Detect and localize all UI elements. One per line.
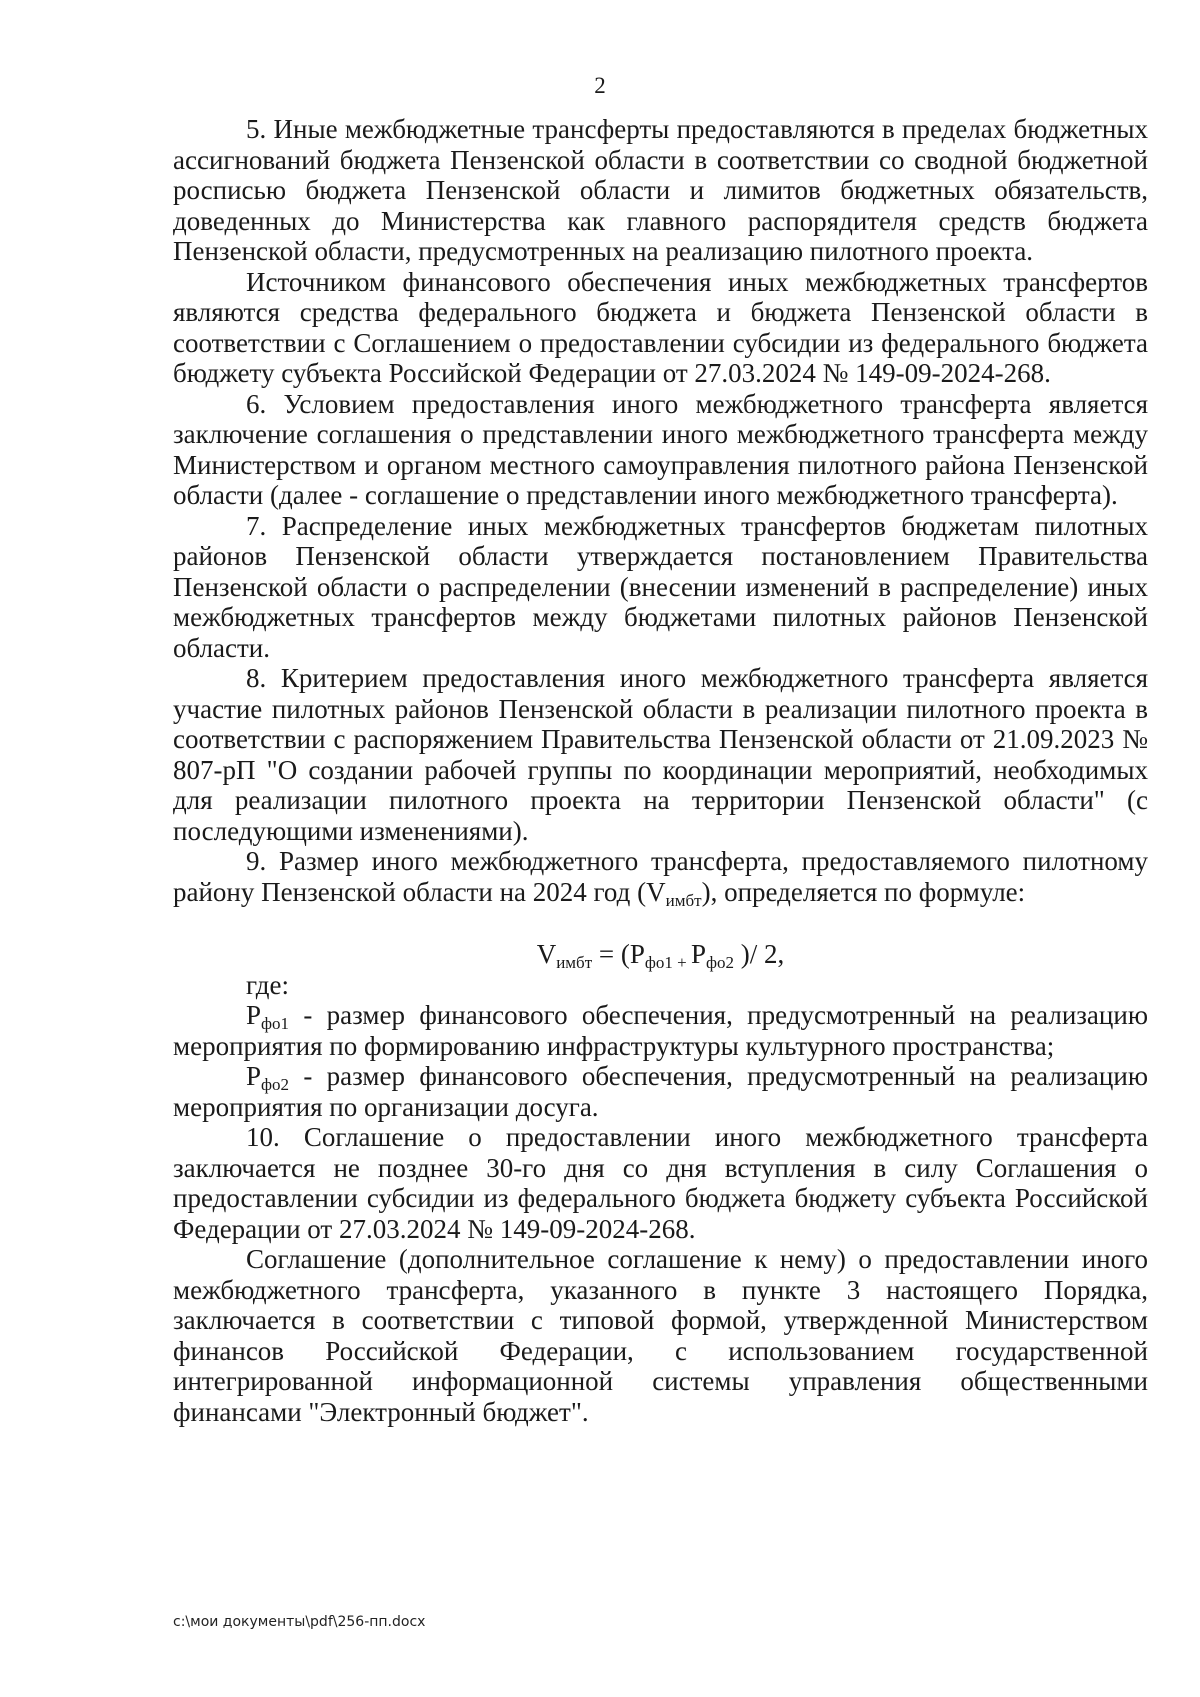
paragraph-8: 8. Критерием предоставления иного межбюджетного трансферта является участие пилотных районов Пензенской области в реализации пилотного проекта в соответствии с распоряжением Правительства Пензенской области от 21.09.2023 № 807-рП "О создании рабочей группы по координации мероприятий, необходимых для реализации пилотного проекта на территории Пензенской области" (с последующими изменениями). (173, 663, 1148, 846)
definition-p1-symbol: P (246, 1000, 262, 1030)
paragraph-5-funding-source: Источником финансового обеспечения иных межбюджетных трансфертов являются средства федерального бюджета и бюджета Пензенской области в соответствии с Соглашением о предоставлении субсидии из федерального бюджета бюджету субъекта Российской Федерации от 27.03.2024 № 149-09-2024-268. (173, 266, 1148, 388)
definition-p1 (173, 1000, 1148, 1061)
paragraph-9-subscript: имбт (665, 890, 702, 910)
paragraph-5: 5. Иные межбюджетные трансферты предоставляются в пределах бюджетных ассигнований бюджета Пензенской области в соответствии со сводной бюджетной росписью бюджета Пензенской области и лимитов бюджетных обязательств, доведенных до Министерства как главного распорядителя средств бюджета Пензенской области, предусмотренных на реализацию пилотного проекта. (173, 114, 1148, 266)
formula-tail: )/ 2, (734, 939, 785, 969)
paragraph-9-text-start: 9. Размер иного межбюджетного трансферта, предоставляемого пилотному району Пензенской области на 2024 год (V (173, 846, 1148, 907)
formula-p2: P (690, 939, 707, 969)
definition-p1-text: - размер финансового обеспечения, предусмотренный на реализацию мероприятия по формированию инфраструктуры культурного пространства; (173, 1000, 1148, 1061)
paragraph-9-text-end: ), определяется по формуле: (701, 876, 1026, 907)
formula-v-subscript: имбт (556, 953, 593, 972)
formula (173, 939, 1148, 970)
definition-p2-text: - размер финансового обеспечения, предусмотренный на реализацию мероприятия по организации досуга. (173, 1061, 1148, 1122)
paragraph-7: 7. Распределение иных межбюджетных трансфертов бюджетам пилотных районов Пензенской области утверждается постановлением Правительства Пензенской области о распределении (внесении изменений в распределение) иных межбюджетных трансфертов между бюджетами пилотных районов Пензенской области. (173, 510, 1148, 663)
formula-equals: = (P (592, 939, 645, 969)
paragraph-9 (173, 846, 1148, 910)
paragraph-6: 6. Условием предоставления иного межбюджетного трансферта является заключение соглашения о представлении иного межбюджетного трансферта между Министерством и органом местного самоуправления пилотного района Пензенской области (далее - соглашение о представлении иного межбюджетного трансферта). (173, 388, 1148, 510)
formula-v: V (536, 939, 557, 969)
where-label: где: (246, 969, 289, 1000)
formula-p2-subscript: фо2 (706, 953, 735, 972)
document-body (173, 114, 1148, 1427)
paragraph-10-agreement-form: Соглашение (дополнительное соглашение к нему) о предоставлении иного межбюджетного трансферта, указанного в пункте 3 настоящего Порядка, заключается в соответствии с типовой формой, утвержденной Министерством финансов Российской Федерации, с использованием государственной интегрированной информационной системы управления общественными финансами "Электронный бюджет". (173, 1244, 1148, 1427)
definition-p1-subscript: фо1 (261, 1014, 290, 1033)
paragraph-10: 10. Соглашение о предоставлении иного межбюджетного трансферта заключается не позднее 30-го дня со дня вступления в силу Соглашения о предоставлении субсидии из федерального бюджета бюджету субъекта Российской Федерации от 27.03.2024 № 149-09-2024-268. (173, 1122, 1148, 1244)
definition-p2-subscript: фо2 (261, 1075, 290, 1094)
page-number: 2 (594, 73, 606, 98)
definition-p2-symbol: P (246, 1061, 262, 1091)
definition-p2 (173, 1061, 1148, 1122)
footer-file-path: c:\мои документы\pdf\256-пп.docx (173, 1614, 426, 1630)
formula-p1-subscript: фо1 + (644, 953, 691, 972)
